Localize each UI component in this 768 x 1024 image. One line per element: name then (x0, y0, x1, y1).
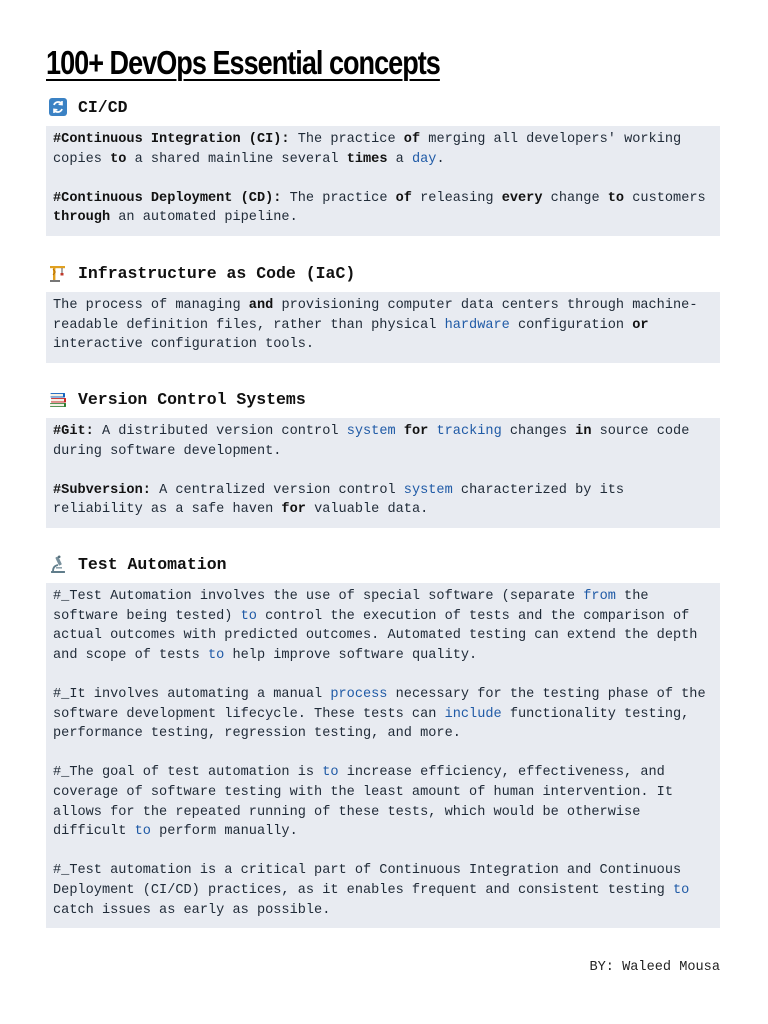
keyword: to (607, 190, 625, 206)
text-run: necessary for the testing phase of the software development lifecycle. These tests can (53, 686, 706, 722)
section-content-box (46, 418, 720, 528)
text-run: The process of managing (53, 298, 249, 313)
text-run: customers (624, 190, 706, 206)
highlighted-keyword: to (208, 647, 225, 663)
text-run: configuration (509, 317, 633, 333)
highlighted-keyword: day (411, 151, 437, 167)
highlighted-keyword: hardware (444, 317, 510, 333)
section-heading (48, 262, 720, 284)
keyword: and (248, 298, 274, 313)
text-run: the software being tested) (53, 589, 649, 624)
text-run: increase efficiency, effectiveness, and coverage of software testing with the least amount of human intervention. It allows for the repeated running of these tests, which would be otherwise difficult (53, 765, 673, 840)
section-test-automation (46, 553, 720, 928)
keyword: or (632, 317, 649, 333)
term-label: #Continuous Integration (CI): (53, 132, 290, 147)
text-run: merging all developers' working copies (53, 132, 682, 167)
text-run: a shared mainline several (126, 151, 347, 167)
term-label: #Subversion: (53, 482, 151, 498)
text-run: control the execution of tests and the comparison of actual outcomes with predicted outcomes. Automated testing can extend the depth and scope of tests (53, 608, 698, 663)
text-run: provisioning computer data centers through machine-readable definition files, rather than physical (53, 298, 698, 333)
text-run: The practice (281, 190, 396, 206)
section-ci-cd (46, 96, 720, 236)
term-label: #Continuous Deployment (CD): (53, 190, 282, 206)
text-run: interactive configuration tools. (53, 337, 315, 353)
text-run: a (387, 151, 412, 167)
highlighted-keyword: to (134, 824, 151, 840)
arrows-cycle-icon (48, 97, 68, 117)
text-run: change (542, 190, 608, 206)
text-run: characterized by its reliability as a safe haven (53, 482, 625, 518)
text-run: #_Test automation is a critical part of Continuous Integration and Continuous Deployment (CI/CD) practices, as it enables frequent and consistent testing (53, 863, 682, 898)
paragraph (53, 861, 713, 920)
paragraph (53, 481, 713, 520)
text-run: A distributed version control (93, 424, 347, 439)
text-run: functionality testing, performance testing, regression testing, and more. (53, 706, 690, 742)
paragraph (53, 422, 713, 461)
section-content-box (46, 292, 720, 363)
page-title: 100+ DevOps Essential concepts (46, 44, 440, 81)
section-heading (48, 388, 720, 410)
section-title: Version Control Systems (78, 389, 306, 409)
section-title: Test Automation (78, 554, 227, 574)
construction-crane-icon (48, 263, 68, 283)
keyword: through (53, 210, 111, 226)
highlighted-keyword: to (672, 882, 690, 898)
text-run: an automated pipeline. (110, 210, 298, 226)
highlighted-keyword: process (330, 686, 388, 702)
text-run: catch issues as early as possible. (53, 902, 331, 918)
keyword: for (403, 424, 429, 439)
keyword: times (346, 151, 388, 167)
section-heading (48, 553, 720, 575)
author-credit: BY: Waleed Mousa (589, 960, 720, 975)
highlighted-keyword: system (403, 482, 453, 498)
text-run: #_Test Automation involves the use of special software (separate (53, 589, 584, 604)
highlighted-keyword: system (346, 424, 396, 439)
keyword: in (575, 424, 592, 439)
highlighted-keyword: to (240, 608, 257, 624)
term-label: #Git: (53, 424, 94, 439)
highlighted-keyword: to (322, 765, 339, 781)
microscope-icon (48, 554, 68, 574)
keyword: to (110, 151, 127, 167)
paragraph (53, 296, 713, 355)
section-heading (48, 96, 720, 118)
text-run: #_The goal of test automation is (53, 765, 323, 781)
section-iac (46, 262, 720, 363)
section-content-box (46, 126, 720, 236)
keyword: of (395, 190, 412, 206)
text-run: . (436, 151, 445, 167)
highlighted-keyword: tracking (436, 424, 502, 439)
paragraph (53, 763, 713, 841)
keyword: every (501, 190, 543, 206)
books-icon (48, 389, 68, 409)
text-run: help improve software quality. (224, 647, 478, 663)
text-run (396, 424, 404, 439)
text-run: perform manually. (150, 824, 298, 840)
text-run: source code during software development. (53, 424, 690, 459)
section-version-control (46, 388, 720, 528)
paragraph (53, 189, 713, 228)
text-run: valuable data. (305, 502, 429, 518)
keyword: for (281, 502, 306, 518)
text-run: A centralized version control (150, 482, 404, 498)
text-run: releasing (411, 190, 502, 206)
highlighted-keyword: include (444, 706, 502, 722)
text-run: The practice (289, 132, 404, 147)
section-content-box (46, 583, 720, 928)
section-title: CI/CD (78, 97, 128, 117)
keyword: of (403, 132, 421, 147)
paragraph (53, 685, 713, 744)
highlighted-keyword: from (583, 589, 616, 604)
paragraph (53, 587, 713, 665)
paragraph (53, 130, 713, 169)
text-run: changes (501, 424, 576, 439)
text-run: #_It involves automating a manual (53, 686, 331, 702)
section-title: Infrastructure as Code (IaC) (78, 263, 356, 283)
